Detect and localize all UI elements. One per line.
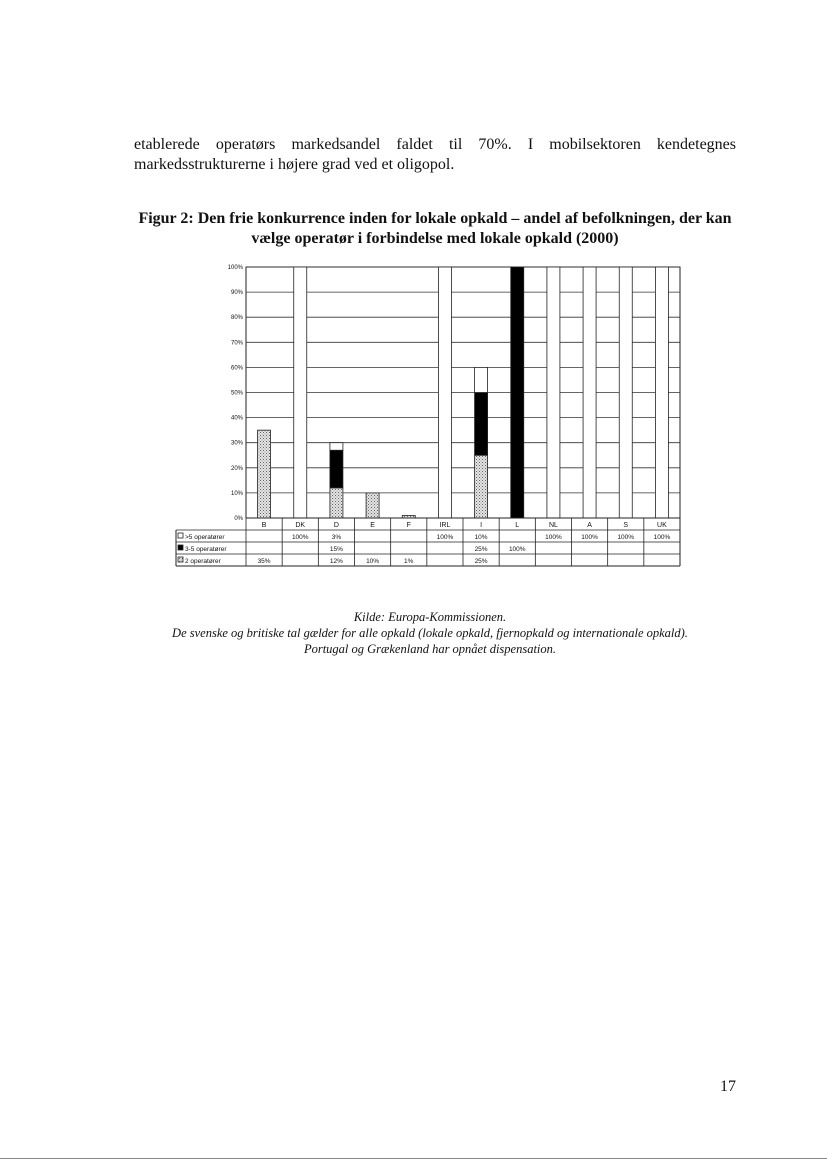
data-label: 100% xyxy=(545,534,562,541)
y-tick-label: 70% xyxy=(230,340,243,347)
legend-swatch xyxy=(178,545,183,550)
bar-segment xyxy=(330,488,343,518)
category-label: IRL xyxy=(439,522,451,529)
data-label: 25% xyxy=(474,558,488,565)
category-label: NL xyxy=(548,522,558,529)
data-label: 100% xyxy=(436,534,454,541)
y-tick-label: 90% xyxy=(230,290,243,297)
bar-segment xyxy=(619,267,632,518)
paragraph-line: markedsstrukturerne i højere grad ved et oligopol. xyxy=(134,156,455,173)
y-tick-label: 20% xyxy=(230,465,243,472)
category-label: UK xyxy=(657,522,667,529)
figure-title-line: vælge operatør i forbindelse med lokale opkald (2000) xyxy=(251,230,619,247)
bar-segment xyxy=(655,267,668,518)
legend-swatch xyxy=(178,533,183,538)
legend-label: >5 operatører xyxy=(185,534,225,541)
y-tick-label: 80% xyxy=(230,315,243,322)
y-tick-label: 0% xyxy=(234,516,243,522)
category-label: I xyxy=(480,522,483,529)
y-tick-label: 50% xyxy=(230,390,243,397)
bar-segment xyxy=(547,267,560,518)
data-label: 100% xyxy=(291,534,309,541)
bar-segment xyxy=(475,393,488,456)
bar-segment xyxy=(583,267,596,518)
body-paragraph xyxy=(134,135,736,175)
data-label: 10% xyxy=(474,534,488,541)
data-label: 10% xyxy=(366,558,380,565)
bar-segment xyxy=(294,267,307,518)
paragraph-line: etablerede operatørs markedsandel faldet til 70%. I mobilsektoren kendetegnes xyxy=(134,136,736,153)
caption-source: Kilde: Europa-Kommissionen. xyxy=(353,610,507,624)
legend-swatch xyxy=(178,557,183,562)
stacked-bar-chart xyxy=(170,255,685,575)
data-label: 12% xyxy=(329,558,343,565)
data-label: 15% xyxy=(329,546,343,553)
category-label: A xyxy=(587,522,592,529)
bar-segment xyxy=(258,430,271,518)
figure-title xyxy=(134,209,736,249)
data-label: 100% xyxy=(617,534,635,541)
figure-title-line: Figur 2: Den frie konkurrence inden for lokale opkald – andel af befolkningen, der kan xyxy=(138,210,732,227)
y-tick-label: 60% xyxy=(230,365,243,372)
category-label: DK xyxy=(295,522,306,529)
caption-note: De svenske og britiske tal gælder for alle opkald (lokale opkald, fjernopkald og internationale opkald). xyxy=(172,626,688,640)
y-tick-label: 10% xyxy=(230,490,243,497)
category-label: E xyxy=(370,522,375,529)
legend-label: 2 operatører xyxy=(185,558,221,565)
category-label: B xyxy=(261,522,267,529)
y-tick-label: 30% xyxy=(230,440,243,447)
page-number: 17 xyxy=(720,1078,736,1095)
category-label: S xyxy=(623,522,629,529)
data-label: 100% xyxy=(508,546,526,553)
y-tick-label: 40% xyxy=(230,415,243,422)
data-label: 25% xyxy=(474,546,488,553)
bottom-rule xyxy=(0,1158,827,1159)
bar-segment xyxy=(330,443,343,451)
category-label: L xyxy=(515,522,520,529)
figure-caption xyxy=(120,609,740,657)
y-tick-label: 100% xyxy=(227,265,243,271)
category-label: F xyxy=(406,522,411,529)
bar-segment xyxy=(438,267,451,518)
bar-segment xyxy=(366,493,379,518)
caption-note: Portugal og Grækenland har opnået dispensation. xyxy=(303,642,557,656)
bar-segment xyxy=(330,450,343,488)
data-label: 3% xyxy=(331,534,342,541)
legend-label: 3-5 operatører xyxy=(185,546,227,553)
data-label: 100% xyxy=(653,534,671,541)
bar-segment xyxy=(475,367,488,392)
data-label: 1% xyxy=(404,558,414,565)
bar-segment xyxy=(475,455,488,518)
data-label: 35% xyxy=(257,558,271,565)
data-label: 100% xyxy=(581,534,598,541)
category-label: D xyxy=(333,522,339,529)
bar-segment xyxy=(511,267,524,518)
